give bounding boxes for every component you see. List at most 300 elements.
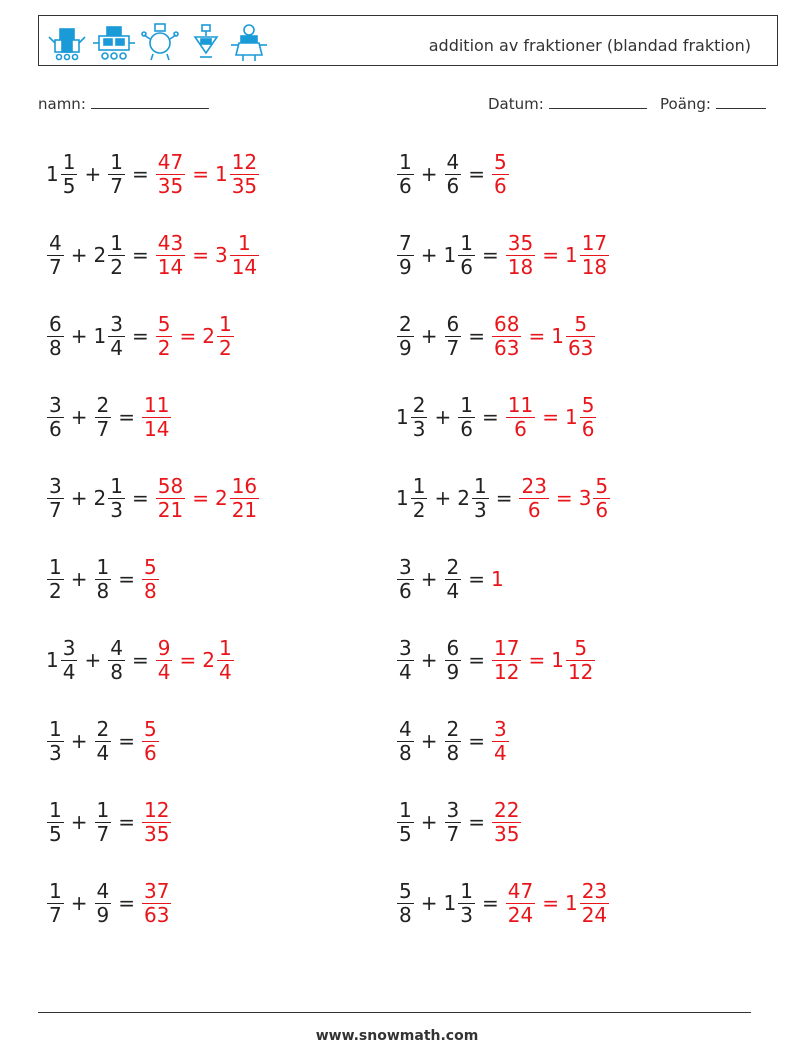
fraction [492,799,521,845]
mixed-number [107,151,126,197]
numerator: 2 [446,717,460,742]
denominator: 3 [460,902,473,927]
equals-sign: = [118,405,135,429]
fraction [47,556,64,602]
fraction [142,799,171,845]
numerator: 17 [494,636,520,661]
numerator: 1 [49,717,62,742]
fraction [593,475,610,521]
equals-sign: = [528,648,546,672]
denominator: 8 [399,740,412,765]
mixed-number [141,718,160,764]
numerator: 1 [238,231,251,256]
fraction [47,880,64,926]
numerator: 47 [507,879,534,904]
numerator: 1 [49,555,62,580]
fraction [217,313,234,359]
fraction [492,637,521,683]
numerator: 16 [231,474,258,499]
problem-row [396,711,510,771]
numerator: 37 [144,879,170,904]
fraction [142,394,171,440]
numerator: 3 [399,555,412,580]
problem-row [396,873,610,933]
fraction [47,718,64,764]
denominator: 24 [581,902,608,927]
mixed-number [505,880,536,926]
equals-sign: = [131,486,149,510]
denominator: 9 [446,659,460,684]
mixed-number [94,475,126,521]
numerator: 1 [218,312,232,337]
plus-sign: + [434,405,452,429]
denominator: 35 [144,821,170,846]
denominator: 14 [231,254,258,279]
equals-sign: = [131,324,149,348]
plus-sign: + [70,486,88,510]
answer [505,232,610,278]
numerator: 2 [399,312,412,337]
equals-sign: = [118,567,135,591]
mixed-number [215,232,260,278]
fraction [445,637,462,683]
denominator: 7 [96,821,110,846]
denominator: 8 [399,902,412,927]
answer [155,232,260,278]
denominator: 2 [157,335,171,360]
mixed-number [579,475,611,521]
plus-sign: + [70,810,88,834]
whole-part: 1 [396,486,409,510]
denominator: 21 [231,497,258,522]
denominator: 2 [110,254,123,279]
denominator: 2 [412,497,426,522]
equals-sign: = [542,243,559,267]
fraction [108,637,125,683]
numerator: 1 [49,879,62,904]
denominator: 7 [49,497,62,522]
fraction [445,313,462,359]
fraction [566,637,595,683]
numerator: 1 [218,636,232,661]
numerator: 1 [110,231,123,256]
numerator: 3 [494,717,507,742]
fraction [458,232,475,278]
fraction [108,475,125,521]
denominator: 6 [399,578,412,603]
mixed-number [155,475,186,521]
fraction [47,799,64,845]
fraction [411,475,428,521]
whole-part: 1 [46,648,59,672]
fraction [458,394,475,440]
fraction [397,556,414,602]
mixed-number [518,475,549,521]
fraction [47,475,64,521]
numerator: 2 [446,555,460,580]
mixed-number [46,880,65,926]
fraction [445,718,462,764]
mixed-number [565,394,597,440]
numerator: 23 [581,879,608,904]
mixed-number [444,718,463,764]
numerator: 12 [231,150,258,175]
fraction [61,151,78,197]
plus-sign: + [70,405,88,429]
whole-part: 1 [551,648,564,672]
equals-sign: = [468,648,485,672]
whole-part: 1 [46,162,59,186]
numerator: 22 [494,798,520,823]
mixed-number [94,799,113,845]
whole-part: 2 [93,243,107,267]
answer [155,637,235,683]
numerator: 3 [110,312,123,337]
fraction [95,880,112,926]
denominator: 7 [446,335,460,360]
numerator: 6 [446,312,460,337]
denominator: 7 [96,416,110,441]
mixed-number [94,313,126,359]
denominator: 4 [157,659,171,684]
fraction [156,313,173,359]
problem-row [46,225,260,285]
denominator: 6 [399,173,412,198]
fraction [47,232,64,278]
fraction [108,151,125,197]
mixed-number [491,718,510,764]
problem-row [396,144,510,204]
mixed-number [141,556,160,602]
plus-sign: + [84,162,102,186]
numerator: 47 [157,150,184,175]
plus-sign: + [434,486,452,510]
fraction [580,880,609,926]
equals-sign: = [192,162,209,186]
answer [491,637,596,683]
equals-sign: = [528,324,546,348]
mixed-number [396,880,415,926]
answer [518,475,611,521]
denominator: 63 [567,335,594,360]
denominator: 5 [399,821,412,846]
numerator: 1 [110,474,123,499]
plus-sign: + [420,810,438,834]
fraction [492,718,509,764]
fraction [156,637,173,683]
equals-sign: = [542,405,559,429]
plus-sign: + [84,648,102,672]
denominator: 6 [49,416,62,441]
mixed-number [444,637,463,683]
fraction [230,232,259,278]
numerator: 3 [49,474,62,499]
equals-sign: = [179,648,197,672]
mixed-number [155,232,186,278]
numerator: 5 [157,312,171,337]
equals-sign: = [481,405,499,429]
mixed-number [155,151,186,197]
numerator: 11 [144,393,170,418]
denominator: 4 [446,578,460,603]
fraction [142,556,159,602]
numerator: 4 [49,231,62,256]
plus-sign: + [420,729,438,753]
plus-sign: + [70,567,88,591]
denominator: 6 [460,254,473,279]
plus-sign: + [420,162,438,186]
denominator: 9 [399,335,412,360]
numerator: 5 [574,312,588,337]
mixed-number [491,313,522,359]
mixed-number [444,313,463,359]
denominator: 14 [157,254,184,279]
mixed-number [107,637,126,683]
problem-row [46,549,160,609]
numerator: 3 [49,393,62,418]
numerator: 5 [574,636,588,661]
numerator: 6 [49,312,62,337]
numerator: 4 [110,636,123,661]
numerator: 3 [446,798,460,823]
mixed-number [94,394,113,440]
mixed-number [396,151,415,197]
denominator: 4 [110,335,123,360]
equals-sign: = [131,648,149,672]
problem-row [46,630,235,690]
fraction [142,718,159,764]
plus-sign: + [420,648,438,672]
denominator: 5 [62,173,76,198]
whole-part: 1 [93,324,107,348]
mixed-number [94,718,113,764]
answer [491,799,522,845]
numerator: 11 [507,393,534,418]
fraction [445,151,462,197]
numerator: 35 [507,231,534,256]
denominator: 2 [49,578,62,603]
mixed-number [444,556,463,602]
numerator: 68 [494,312,520,337]
answer [141,394,172,440]
denominator: 7 [110,173,123,198]
fraction [61,637,78,683]
fraction [108,232,125,278]
fraction [397,718,414,764]
answer [491,567,505,591]
answer [141,556,160,602]
numerator: 4 [446,150,460,175]
problem-row [46,468,260,528]
whole-part: 1 [564,243,578,267]
fraction [142,880,171,926]
mixed-number [396,556,415,602]
numerator: 4 [96,879,110,904]
numerator: 1 [399,150,412,175]
problem-row [46,711,160,771]
fraction [580,232,609,278]
fraction [492,151,509,197]
mixed-number [396,637,415,683]
plus-sign: + [420,891,438,915]
equals-sign: = [495,486,513,510]
fraction [156,151,185,197]
fraction [458,880,475,926]
numerator: 1 [96,555,110,580]
mixed-number [491,637,522,683]
answer [491,313,596,359]
denominator: 4 [218,659,232,684]
fraction [156,232,185,278]
denominator: 24 [507,902,534,927]
whole-part: 1 [396,405,409,429]
numerator: 23 [521,474,547,499]
fraction [397,313,414,359]
numerator: 1 [412,474,426,499]
numerator: 2 [412,393,426,418]
denominator: 14 [144,416,170,441]
denominator: 18 [581,254,608,279]
mixed-number [215,151,260,197]
mixed-number [46,556,65,602]
numerator: 1 [460,393,473,418]
problem-row [46,792,172,852]
denominator: 35 [231,173,258,198]
equals-sign: = [179,324,197,348]
numerator: 1 [62,150,76,175]
equals-sign: = [555,486,573,510]
mixed-number [46,151,78,197]
denominator: 18 [507,254,534,279]
fraction [411,394,428,440]
problem-row [396,387,597,447]
equals-sign: = [468,567,485,591]
denominator: 7 [49,902,62,927]
mixed-number [491,567,505,591]
mixed-number [141,799,172,845]
problem-row [396,306,596,366]
fraction [397,637,414,683]
answer [155,151,260,197]
fraction [397,880,414,926]
denominator: 4 [399,659,412,684]
equals-sign: = [468,162,485,186]
mixed-number [396,475,428,521]
denominator: 35 [494,821,520,846]
fraction [397,151,414,197]
numerator: 5 [144,555,157,580]
numerator: 1 [399,798,412,823]
answer [141,880,172,926]
denominator: 2 [218,335,232,360]
equals-sign: = [468,729,485,753]
mixed-number [202,637,234,683]
numerator: 58 [157,474,184,499]
whole-part: 2 [93,486,107,510]
numerator: 9 [157,636,171,661]
fraction [506,232,535,278]
mixed-number [551,637,596,683]
footer-url: www.snowmath.com [315,1028,479,1044]
fraction [506,394,535,440]
denominator: 8 [144,578,157,603]
fraction [230,151,259,197]
problem-row [46,873,172,933]
mixed-number [46,637,78,683]
numerator: 5 [494,150,507,175]
denominator: 12 [567,659,594,684]
denominator: 6 [581,416,595,441]
numerator: 1 [460,879,473,904]
plus-sign: + [420,243,438,267]
denominator: 8 [49,335,62,360]
mixed-number [396,799,415,845]
date-label: Datum: [488,95,544,113]
plus-sign: + [70,324,88,348]
mixed-number [202,313,234,359]
mixed-number [444,880,476,926]
mixed-number [155,313,174,359]
denominator: 6 [446,173,460,198]
fraction [397,799,414,845]
whole-part: 1 [443,891,457,915]
fraction [47,394,64,440]
sheet-title: addition av fraktioner (blandad fraktion) [428,36,751,55]
equals-sign: = [542,891,559,915]
numerator: 5 [581,393,595,418]
mixed-number [141,394,172,440]
denominator: 6 [595,497,609,522]
denominator: 7 [446,821,460,846]
equals-sign: = [118,891,135,915]
denominator: 63 [144,902,170,927]
answer [505,880,610,926]
fraction [580,394,597,440]
numerator: 5 [399,879,412,904]
denominator: 35 [157,173,184,198]
fraction [95,718,112,764]
mixed-number [444,151,463,197]
denominator: 3 [110,497,123,522]
problem-row [396,549,505,609]
problem-row [396,630,596,690]
fraction [108,313,125,359]
mixed-number [94,880,113,926]
mixed-number [155,637,174,683]
numerator: 1 [460,231,473,256]
denominator: 3 [412,416,426,441]
denominator: 21 [157,497,184,522]
mixed-number [505,394,536,440]
answer [141,718,160,764]
name-label: namn: [38,95,86,113]
plus-sign: + [420,324,438,348]
equals-sign: = [118,810,135,834]
mixed-number [444,799,463,845]
denominator: 6 [144,740,157,765]
whole-part: 2 [457,486,470,510]
answer [491,718,510,764]
mixed-number [46,313,65,359]
numerator: 5 [144,717,157,742]
whole-part: 2 [214,486,228,510]
fraction [47,313,64,359]
fraction [506,880,535,926]
numerator: 2 [96,393,110,418]
equals-sign: = [468,810,485,834]
whole-part: 3 [214,243,228,267]
problem-row [396,468,611,528]
